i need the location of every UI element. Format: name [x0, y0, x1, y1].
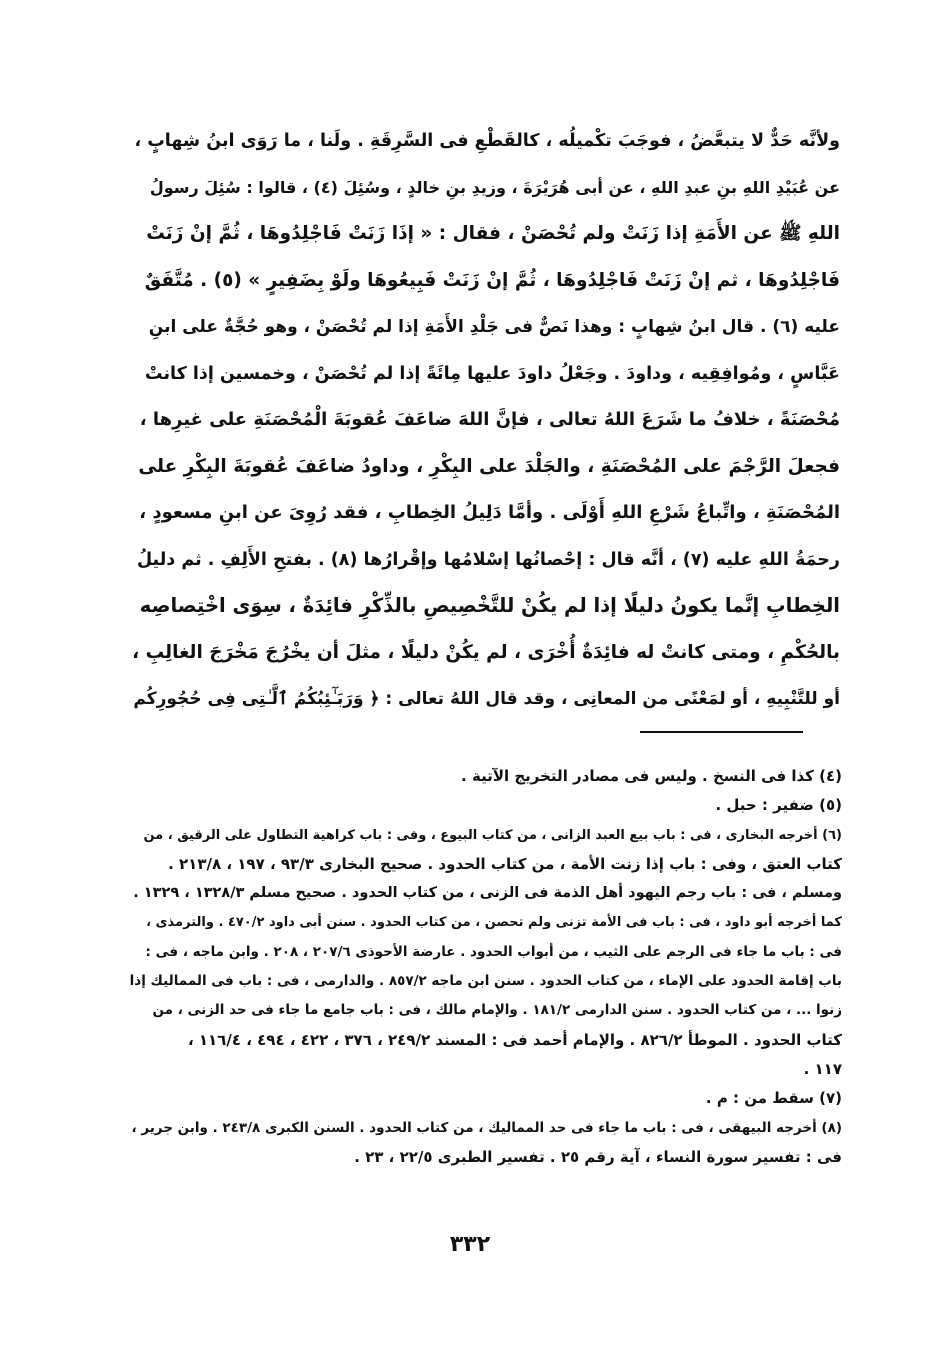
text-line: عَبَّاسٍ ، ومُوافِقِيه ، وداودَ . وجَعْلُ داودَ عليها مِائَةً إذا لم تُحْصَنْ ، وخمسين إذا كانتْ	[144, 363, 840, 384]
footnote-line: فى : باب ما جاء فى الرجم على الثيب ، من أبواب الحدود . عارضة الأحوذى ٢٠٧/٦ ، ٢٠٨ . وابن ماجه ، فى :	[145, 943, 842, 960]
footnote-line: (٦) أخرجه البخارى ، فى : باب بيع العبد الزانى ، من كتاب البيوع ، وفى : باب كراهية التطاول على الرقيق ، من	[143, 827, 842, 843]
text-line: أو للتَّنْبِيهِ ، أو لمَعْنًى من المعانِى ، وقد قال اللهُ تعالى : ﴿ وَرَبَـٰٓئِبُكُمُ ٱلَّـٰتِى فِى حُجُورِكُم	[133, 689, 840, 709]
text-line: عن عُبَيْدِ اللهِ بنِ عبدِ اللهِ ، عن أبى هُرَيْرَةَ ، وزيدِ بنِ خالدٍ ، وسُئِلَ (٤) ، قالوا : سُئِلَ رسولُ	[149, 177, 840, 197]
text-line: الخِطابِ إنَّما يكونُ دليلًا إذا لم يكُنْ للتَّخْصِيصِ بالذِّكْرِ فائِدَةٌ ، سِوَى اخْتِصاصِه	[139, 594, 840, 617]
page-number: ٣٣٢	[449, 1232, 491, 1257]
text-line: ولأنَّه حَدٌّ لا يتبعَّضُ ، فوجَبَ تكْميلُه ، كالقَطْعِ فى السَّرِقَةِ . ولَنا ، ما رَوَى ابنُ شِهابٍ ،	[134, 131, 840, 151]
main-text	[130, 118, 840, 723]
footnote-line: ومسلم ، فى : باب رجم اليهود أهل الذمة فى الزنى ، من كتاب الحدود . صحيح مسلم ١٣٢٨/٣ ، ١٣٢٩ .	[133, 885, 842, 902]
text-line: بالحُكْمِ ، ومتى كانتْ له فائِدَةٌ أُخْرَى ، لم يكُنْ دليلًا ، مثلَ أن يخْرُجَ مَخْرَجَ الغالِبِ ،	[132, 641, 840, 663]
text-line: فجعلَ الرَّجْمَ على المُحْصَنَةِ ، والجَلْدَ على البِكْرِ ، وداودُ ضاعَفَ عُقوبَةَ البِكْرِ على	[138, 455, 840, 477]
footnote-line: (٨) أخرجه البيهقى ، فى : باب ما جاء فى حد المماليك ، من كتاب الحدود . السنن الكبرى ٢٤٣/٨ . وابن جرير ،	[131, 1119, 842, 1136]
footnote-line: (٥) ضفير : حبل .	[715, 796, 842, 815]
text-line: عليه (٦) . قال ابنُ شِهابٍ : وهذا نَصٌّ فى جَلْدِ الأَمَةِ إذا لم تُحْصَنْ ، وهو حُجَّةٌ على ابنِ	[148, 317, 840, 337]
text-line: رحمَةُ اللهِ عليه (٧) ، أنَّه قال : إحْصانُها إسْلامُها وإقْرارُها (٨) . بفتحِ الأَلِفِ . ثم دليلُ	[136, 549, 840, 570]
text-line: اللهِ ﷺ عن الأَمَةِ إذا زَنَتْ ولم تُحْصَنْ ، فقال : « إذَا زَنَتْ فَاجْلِدُوهَا ، ثُمَّ إنْ زَنَتْ	[146, 223, 840, 244]
footnote-line: زنوا ... ، من كتاب الحدود . سنن الدارمى ١٨١/٢ . والإمام مالك ، فى : باب جامع ما جاء فى حد الزنى ، من	[152, 1002, 842, 1019]
footnotes	[130, 762, 842, 1172]
footnote-line: باب إقامة الحدود على الإماء ، من كتاب الحدود . سنن ابن ماجه ٨٥٧/٢ . والدارمى ، فى : باب فى المماليك إذا	[130, 973, 842, 990]
footnote-line: (٧) سقط من : م .	[705, 1089, 842, 1108]
footnote-line: كما أخرجه أبو داود ، فى : باب فى الأمة تزنى ولم تحصن ، من كتاب الحدود . سنن أبى داود ٤٧٠/٢ . والترمذى ،	[146, 915, 842, 931]
footnote-line: كتاب الحدود . الموطأ ٨٢٦/٢ . والإمام أحمد فى : المسند ٢٤٩/٢ ، ٣٧٦ ، ٤٢٢ ، ٤٩٤ ، ١١٦/٤ ،	[187, 1030, 842, 1049]
footnote-line: ١١٧ .	[803, 1059, 842, 1078]
footnote-line: (٤) كذا فى النسخ . وليس فى مصادر التخريج الآتية .	[461, 767, 842, 785]
footnote-line: فى : تفسير سورة النساء ، آية رقم ٢٥ . تفسير الطبرى ٢٢/٥ ، ٢٣ .	[354, 1147, 842, 1166]
footnote-divider	[640, 731, 803, 733]
text-line: المُحْصَنَةِ ، واتِّباعُ شَرْعِ اللهِ أَوْلَى . وأمَّا دَلِيلُ الخِطابِ ، فقد رُوِىَ عن ابنِ مسعودٍ ،	[139, 502, 840, 523]
text-line: مُحْصَنَةً ، خلافُ ما شَرَعَ اللهُ تعالى ، فإنَّ اللهَ ضاعَفَ عُقوبَةَ الْمُحْصَنَةِ على غيرِها ،	[139, 409, 840, 430]
footnote-line: كتاب العتق ، وفى : باب إذا زنت الأمة ، من كتاب الحدود . صحيح البخارى ٩٣/٣ ، ١٩٧ ، ٢١٣/٨ .	[168, 854, 842, 873]
text-line: فَاجْلِدُوهَا ، ثم إنْ زَنَتْ فَاجْلِدُوهَا ، ثُمَّ إنْ زَنَتْ فَبِيعُوهَا ولَوْ بِضَفِيرٍ » (٥) . مُتَّفَقٌ	[144, 269, 840, 291]
